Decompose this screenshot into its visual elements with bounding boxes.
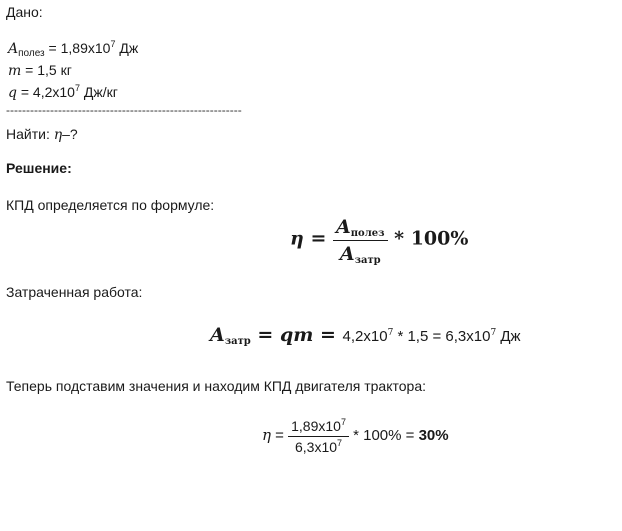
exponent: 7 — [387, 328, 394, 338]
symbol-qm: qm — [279, 324, 314, 346]
symbol-a: A — [335, 216, 351, 238]
given-useful-work — [8, 40, 138, 57]
formula-result — [262, 418, 449, 455]
given-mass — [8, 62, 72, 79]
unit: Дж/кг — [79, 84, 118, 100]
numerator — [333, 216, 388, 240]
exponent: 7 — [490, 328, 497, 338]
unit: Дж — [496, 328, 521, 345]
symbol-eta: η — [262, 426, 271, 445]
heat-value: = 4,2x10 — [16, 84, 75, 100]
separator-line: ----------------------------------------------------------- — [6, 103, 242, 117]
times-100-percent: * 100% — [387, 227, 469, 250]
symbol-a: A — [339, 243, 355, 265]
spent-work-value: 6,3x10 — [295, 439, 338, 455]
work-intro: Затраченная работа: — [6, 284, 143, 300]
efficiency-intro: КПД определяется по формуле: — [6, 197, 215, 213]
exponent: 7 — [74, 83, 80, 93]
symbol-a: A — [8, 41, 19, 57]
exponent: 7 — [337, 438, 343, 448]
symbol-m: m — [8, 63, 22, 79]
numerator — [288, 418, 349, 436]
equals: = — [250, 324, 280, 346]
fraction — [288, 418, 349, 455]
useful-work-value: = 1,89x10 — [44, 40, 111, 56]
subscript-polez: полез — [350, 228, 385, 239]
equals: = — [303, 227, 333, 250]
substitute-intro: Теперь подставим значения и находим КПД двигателя трактора: — [6, 378, 426, 394]
given-heading: Дано: — [6, 4, 43, 20]
find-question: –? — [62, 126, 78, 142]
useful-work-value: 1,89x10 — [291, 418, 341, 434]
denominator — [333, 240, 388, 265]
unit: Дж — [115, 40, 139, 56]
exponent: 7 — [110, 39, 116, 49]
solution-heading: Решение: — [6, 160, 72, 176]
mass-value: = 1,5 кг — [21, 62, 72, 78]
denominator — [288, 436, 349, 455]
heat-value: 4,2x10 — [342, 328, 388, 345]
formula-spent-work — [210, 324, 521, 346]
equals: = — [313, 324, 343, 346]
times-100-percent: * 100% = — [348, 427, 419, 445]
equals: = — [271, 427, 289, 445]
subscript-zatr: затр — [354, 255, 381, 266]
result-value: 30% — [418, 427, 449, 445]
fraction — [333, 216, 388, 265]
subscript-zatr: затр — [224, 336, 251, 347]
find-line — [6, 126, 78, 143]
formula-efficiency — [290, 216, 468, 265]
given-heat — [8, 84, 118, 101]
symbol-q: q — [8, 85, 17, 101]
subscript-polez: полез — [18, 48, 45, 59]
exponent: 7 — [340, 417, 346, 427]
symbol-eta: η — [290, 227, 304, 250]
product-value: * 1,5 = 6,3x10 — [393, 328, 491, 345]
symbol-a: A — [210, 324, 225, 346]
find-label: Найти: — [6, 126, 54, 142]
symbol-eta: η — [53, 127, 63, 143]
